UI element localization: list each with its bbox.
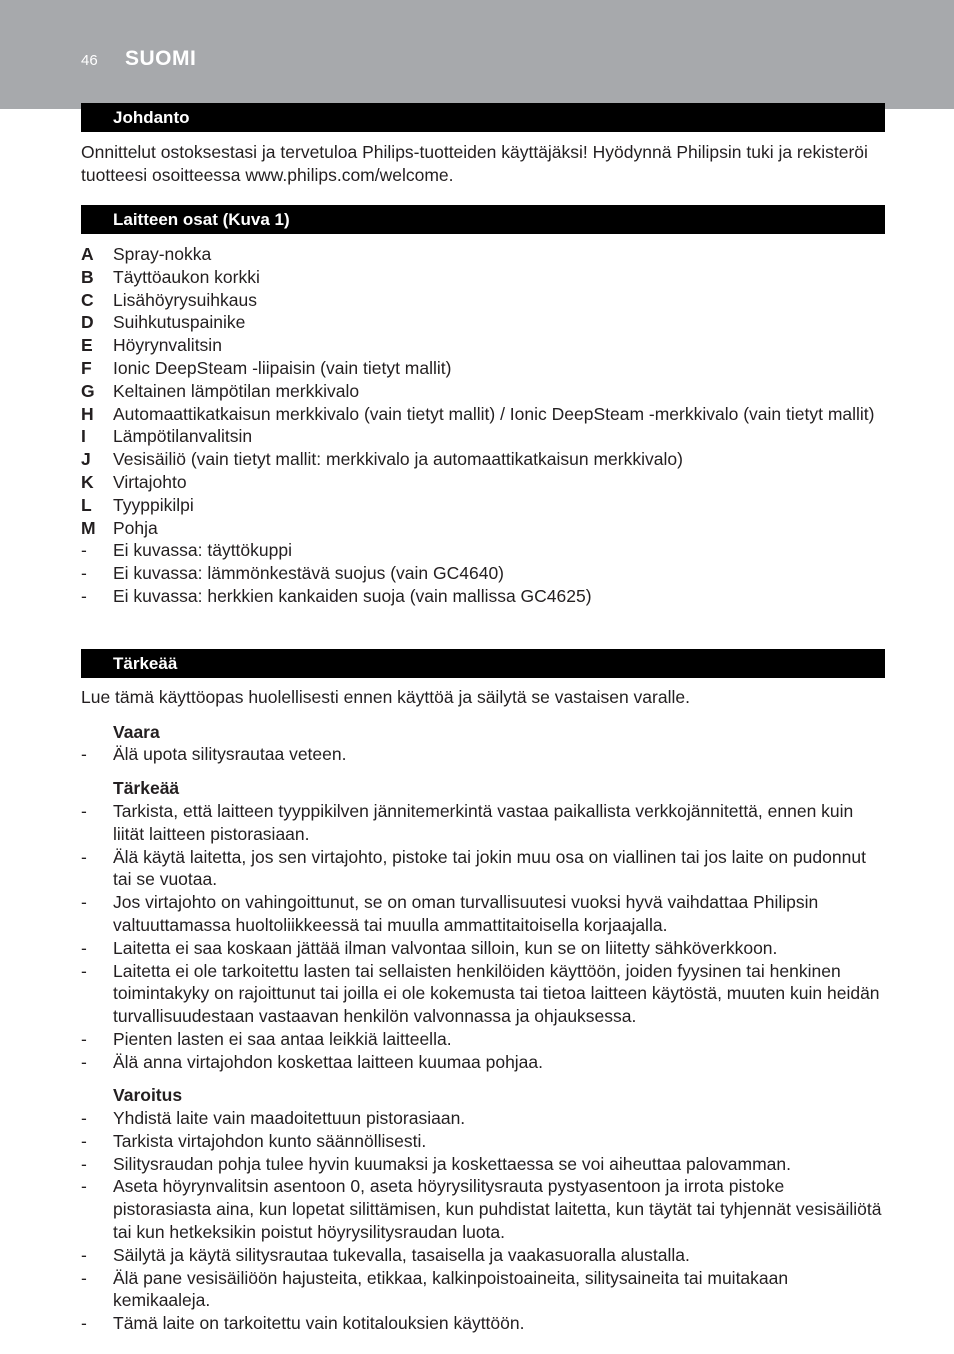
important-heading: Tärkeää — [113, 778, 180, 798]
bullet-dash: - — [81, 1108, 87, 1128]
list-item-text: Pienten lasten ei saa antaa leikkiä laitteella. — [113, 1028, 452, 1049]
list-item — [81, 1267, 886, 1313]
list-item-text: Laitetta ei saa koskaan jättää ilman valvontaa silloin, kun se on liitetty sähköverkkoon. — [113, 937, 778, 958]
list-item-text: Älä pane vesisäiliöön hajusteita, etikkaa, kalkinpoistoaineita, silitysaineita tai muitakaan kemikaaleja. — [113, 1267, 789, 1311]
list-item — [81, 743, 886, 766]
list-item — [81, 1312, 886, 1335]
list-item-text: Tämä laite on tarkoitettu vain kotitalouksien käyttöön. — [113, 1313, 525, 1334]
list-item — [81, 937, 886, 960]
list-item-marker: - — [81, 540, 87, 561]
section-bar-intro — [81, 103, 885, 132]
list-item-marker: C — [81, 289, 94, 310]
list-item — [81, 1107, 886, 1130]
list-item-marker: - — [81, 585, 87, 606]
page-number: 46 — [81, 52, 98, 69]
list-item-text: Automaattikatkaisun merkkivalo (vain tietyt mallit) / Ionic DeepSteam -merkkivalo (vain tietyt mallit) — [113, 403, 875, 424]
list-item — [81, 471, 886, 494]
list-item-marker: J — [81, 449, 91, 470]
list-item-marker: F — [81, 357, 92, 378]
list-item-text: Keltainen lämpötilan merkkivalo — [113, 380, 360, 401]
list-item — [81, 403, 886, 426]
list-item-marker: K — [81, 471, 94, 492]
danger-list — [81, 743, 886, 766]
list-item-marker: - — [81, 563, 87, 584]
list-item — [81, 289, 886, 312]
list-item — [81, 1051, 886, 1074]
bullet-dash: - — [81, 937, 87, 958]
list-item-text: Älä anna virtajohdon koskettaa laitteen kuumaa pohjaa. — [113, 1051, 544, 1072]
list-item — [81, 334, 886, 357]
list-item-text: Älä käytä laitetta, jos sen virtajohto, pistoke tai jokin muu osa on viallinen tai jos laite on pudonnut tai se vuotaa. — [113, 846, 866, 890]
list-item — [81, 448, 886, 471]
section-title-intro: Johdanto — [113, 108, 190, 127]
bullet-dash: - — [81, 1130, 87, 1151]
list-item-text: Yhdistä laite vain maadoitettuun pistorasiaan. — [113, 1108, 466, 1128]
section-title-important: Tärkeää — [113, 654, 178, 673]
list-item — [81, 1028, 886, 1051]
list-item-text: Jos virtajohto on vahingoittunut, se on oman turvallisuutesi vuoksi hyvä vaihdattaa Philipsin valtuuttamassa huoltoliikkeessä tai muulla ammattitaitoisella korjaajalla. — [113, 892, 819, 935]
list-item — [81, 425, 886, 448]
list-item-text: Säilytä ja käytä silitysrautaa tukevalla, tasaisella ja vaakasuoralla alustalla. — [113, 1244, 690, 1265]
list-item — [81, 243, 886, 266]
list-item-marker: D — [81, 312, 94, 333]
bullet-dash: - — [81, 846, 87, 867]
list-item — [81, 1175, 886, 1243]
section-title-parts: Laitteen osat (Kuva 1) — [113, 210, 290, 229]
list-item-text: Spray-nokka — [113, 244, 212, 264]
parts-list — [81, 243, 886, 608]
list-item — [81, 539, 886, 562]
list-item — [81, 585, 886, 608]
list-item-text: Älä upota silitysrautaa veteen. — [113, 744, 347, 764]
list-item — [81, 960, 886, 1028]
list-item — [81, 311, 886, 334]
list-item — [81, 1130, 886, 1153]
list-item — [81, 846, 886, 892]
bullet-dash: - — [81, 1313, 87, 1334]
list-item-marker: L — [81, 494, 92, 515]
list-item-marker: E — [81, 335, 93, 356]
bullet-dash: - — [81, 1267, 87, 1288]
bullet-dash: - — [81, 1028, 87, 1049]
list-item-marker: B — [81, 266, 94, 287]
bullet-dash: - — [81, 801, 87, 821]
caution-heading: Varoitus — [113, 1085, 183, 1105]
list-item-text: Höyrynvalitsin — [113, 335, 222, 356]
list-item-text: Tyyppikilpi — [113, 494, 194, 515]
section-bar-parts — [81, 205, 885, 234]
list-item-text: Pohja — [113, 517, 158, 538]
list-item — [81, 1244, 886, 1267]
bullet-dash: - — [81, 1244, 87, 1265]
list-item-text: Tarkista virtajohdon kunto säännöllisesti. — [113, 1130, 427, 1151]
list-item-text: Lisähöyrysuihkaus — [113, 289, 257, 310]
list-item-text: Suihkutuspainike — [113, 312, 246, 333]
list-item — [81, 357, 886, 380]
list-item — [81, 562, 886, 585]
list-item-text: Lämpötilanvalitsin — [113, 426, 253, 447]
intro-paragraph: Onnittelut ostoksestasi ja tervetuloa Philips-tuotteiden käyttäjäksi! Hyödynnä Philipsin tuki ja rekisteröi tuotteesi osoitteessa www.philips.com/welcome. — [81, 142, 868, 185]
list-item-text: Vesisäiliö (vain tietyt mallit: merkkivalo ja automaattikatkaisun merkkivalo) — [113, 449, 683, 470]
important-intro: Lue tämä käyttöopas huolellisesti ennen käyttöä ja säilytä se vastaisen varalle. — [81, 687, 690, 707]
list-item — [81, 380, 886, 403]
list-item-text: Ei kuvassa: herkkien kankaiden suoja (vain mallissa GC4625) — [113, 585, 592, 606]
list-item — [81, 494, 886, 517]
list-item — [81, 1153, 886, 1176]
list-item-text: Ei kuvassa: lämmönkestävä suojus (vain GC4640) — [113, 563, 505, 584]
list-item-text: Täyttöaukon korkki — [113, 266, 260, 287]
section-bar-important — [81, 649, 885, 678]
list-item-text: Tarkista, että laitteen tyyppikilven jännitemerkintä vastaa paikallista verkkojännitettä, ennen kuin liität laitteen pistorasiaan. — [113, 801, 854, 844]
list-item — [81, 800, 886, 846]
list-item-marker: A — [81, 244, 94, 264]
list-item-marker: G — [81, 380, 95, 401]
bullet-dash: - — [81, 960, 87, 981]
list-item-text: Aseta höyrynvalitsin asentoon 0, aseta höyrysilitysrauta pystyasentoon ja irrota pistoke pistorasiasta aina, kun lopetat silittämisen, kun puhdistat laitetta, kun täytät tai tyhjennät vesisäiliötä tai kun hetkeksikin poistut höyrysilitysraudan luota. — [113, 1176, 882, 1242]
list-item-text: Silitysraudan pohja tulee hyvin kuumaksi ja koskettaessa se voi aiheuttaa palovamman. — [113, 1153, 792, 1174]
list-item-marker: H — [81, 403, 94, 424]
danger-heading: Vaara — [113, 722, 160, 742]
list-item-text: Virtajohto — [113, 471, 187, 492]
list-item-text: Ei kuvassa: täyttökuppi — [113, 540, 292, 561]
bullet-dash: - — [81, 744, 87, 764]
language-title: SUOMI — [125, 47, 197, 70]
page-header-band — [0, 0, 954, 109]
list-item-marker: M — [81, 517, 96, 538]
bullet-dash: - — [81, 892, 87, 913]
list-item — [81, 891, 886, 937]
list-item — [81, 266, 886, 289]
bullet-dash: - — [81, 1051, 87, 1072]
list-item-text: Laitetta ei ole tarkoitettu lasten tai sellaisten henkilöiden käyttöön, joiden fyysinen tai henkinen toimintakyky on rajoittunut tai joilla ei ole kokemusta tai tietoa laitteen käytöstä, muuten kuin heidän turvallisuudestaan vastaavan henkilön valvonnassa ja ohjauksessa. — [113, 960, 880, 1027]
list-item-text: Ionic DeepSteam -liipaisin (vain tietyt mallit) — [113, 357, 452, 378]
bullet-dash: - — [81, 1153, 87, 1174]
list-item-marker: I — [81, 426, 86, 447]
bullet-dash: - — [81, 1176, 87, 1197]
caution-list — [81, 1107, 886, 1335]
list-item — [81, 517, 886, 540]
important-list — [81, 800, 886, 1074]
